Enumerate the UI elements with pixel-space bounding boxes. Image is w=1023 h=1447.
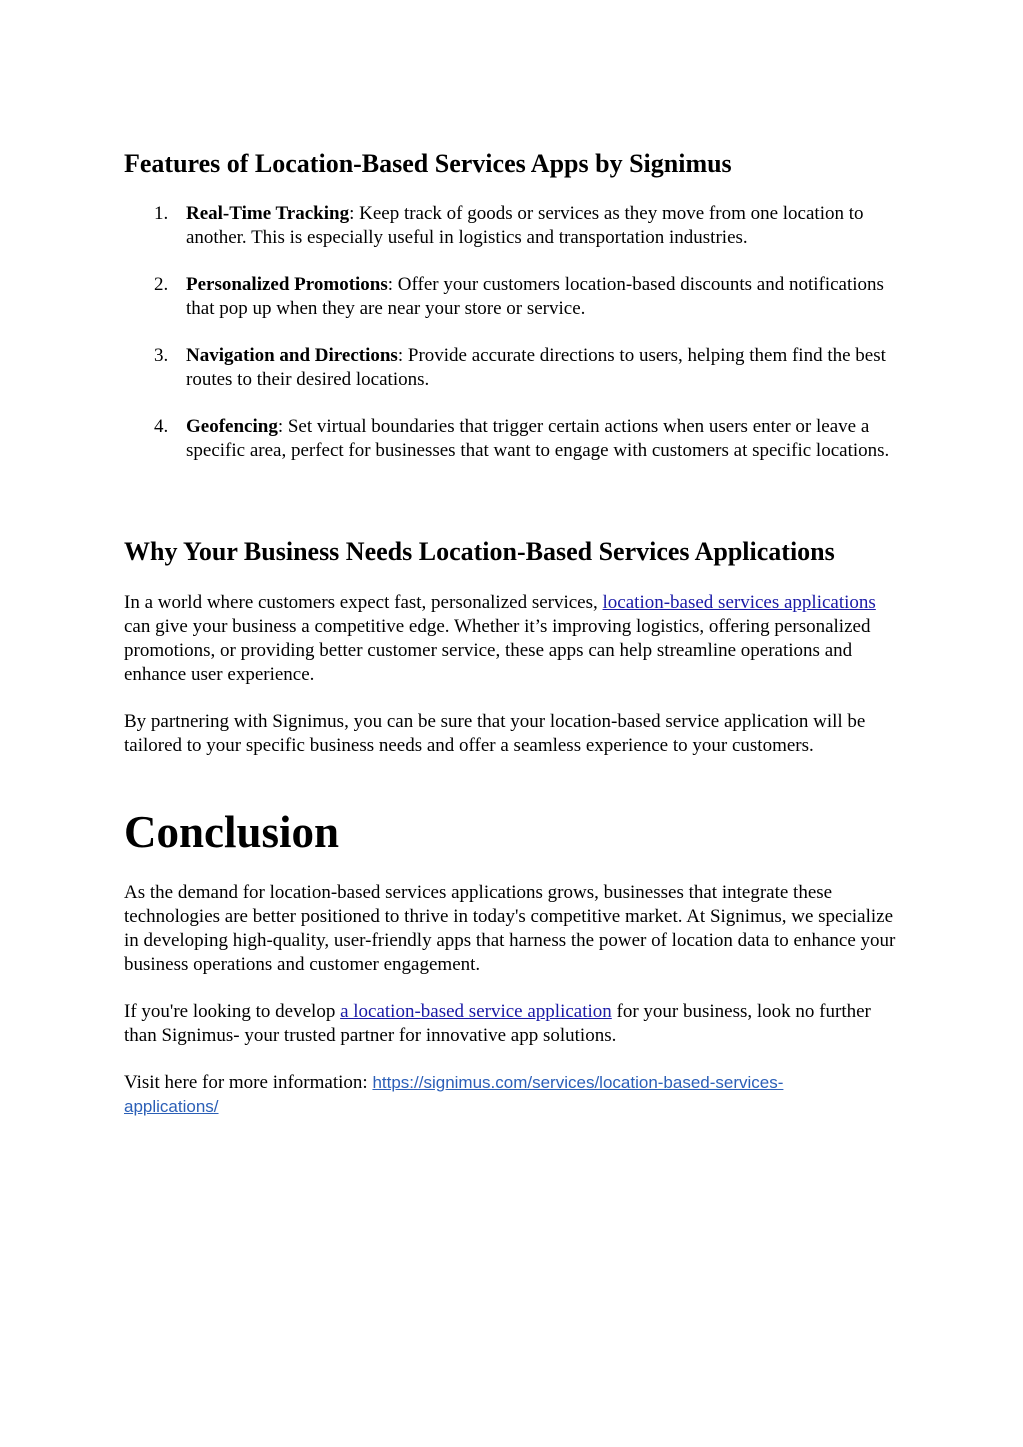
features-list: [124, 202, 904, 486]
list-item-title: Geofencing: [186, 416, 278, 437]
list-item-number: 3.: [154, 345, 169, 366]
conclusion-paragraph-2-text-after: for your business, look no further than Signimus- your trusted partner for innovative app solutions.: [124, 1001, 871, 1046]
list-item-title: Personalized Promotions: [186, 274, 388, 295]
list-item-text: : Provide accurate directions to users, helping them find the best routes to their desired locations.: [186, 345, 886, 390]
why-heading: Why Your Business Needs Location-Based Services Applications: [124, 537, 835, 566]
why-paragraph-1-text-after: can give your business a competitive edge. Whether it’s improving logistics, offering personalized promotions, or providing better customer service, these apps can help streamline operations and enhance user experience.: [124, 616, 871, 685]
why-paragraph-1: [124, 591, 904, 687]
signimus-url-link[interactable]: https://signimus.com/services/location-based-services-applications/: [124, 1073, 784, 1116]
list-item: [124, 273, 904, 321]
conclusion-paragraph-2: [124, 1000, 904, 1048]
list-item-text: : Offer your customers location-based discounts and notifications that pop up when they are near your store or service.: [186, 274, 884, 319]
list-item-text: : Set virtual boundaries that trigger certain actions when users enter or leave a specific area, perfect for businesses that want to engage with customers at specific locations.: [186, 416, 890, 461]
visit-paragraph: [124, 1071, 824, 1119]
list-item-title: Real-Time Tracking: [186, 203, 350, 224]
list-item-text: : Keep track of goods or services as they move from one location to another. This is especially useful in logistics and transportation industries.: [186, 203, 864, 248]
visit-label: Visit here for more information:: [124, 1072, 373, 1093]
list-item-title: Navigation and Directions: [186, 345, 398, 366]
list-item: [124, 202, 904, 250]
conclusion-heading: Conclusion: [124, 807, 340, 857]
location-based-service-application-link[interactable]: a location-based service application: [340, 1001, 612, 1022]
why-paragraph-1-text-before: In a world where customers expect fast, personalized services,: [124, 592, 603, 613]
list-item-number: 4.: [154, 416, 169, 437]
conclusion-paragraph-2-text-before: If you're looking to develop: [124, 1001, 341, 1022]
conclusion-paragraph-1: As the demand for location-based services applications grows, businesses that integrate these technologies are better positioned to thrive in today's competitive market. At Signimus, we specialize in developing high-quality, user-friendly apps that harness the power of location data to enhance your business operations and customer engagement.: [124, 882, 896, 975]
location-based-services-applications-link[interactable]: location-based services applications: [602, 592, 876, 613]
features-heading: Features of Location-Based Services Apps by Signimus: [124, 149, 732, 178]
list-item: [124, 415, 904, 463]
list-item: [124, 344, 904, 392]
why-paragraph-2: By partnering with Signimus, you can be sure that your location-based service application will be tailored to your specific business needs and offer a seamless experience to your customers.: [124, 711, 866, 756]
list-item-number: 2.: [154, 274, 169, 295]
list-item-number: 1.: [154, 203, 169, 224]
